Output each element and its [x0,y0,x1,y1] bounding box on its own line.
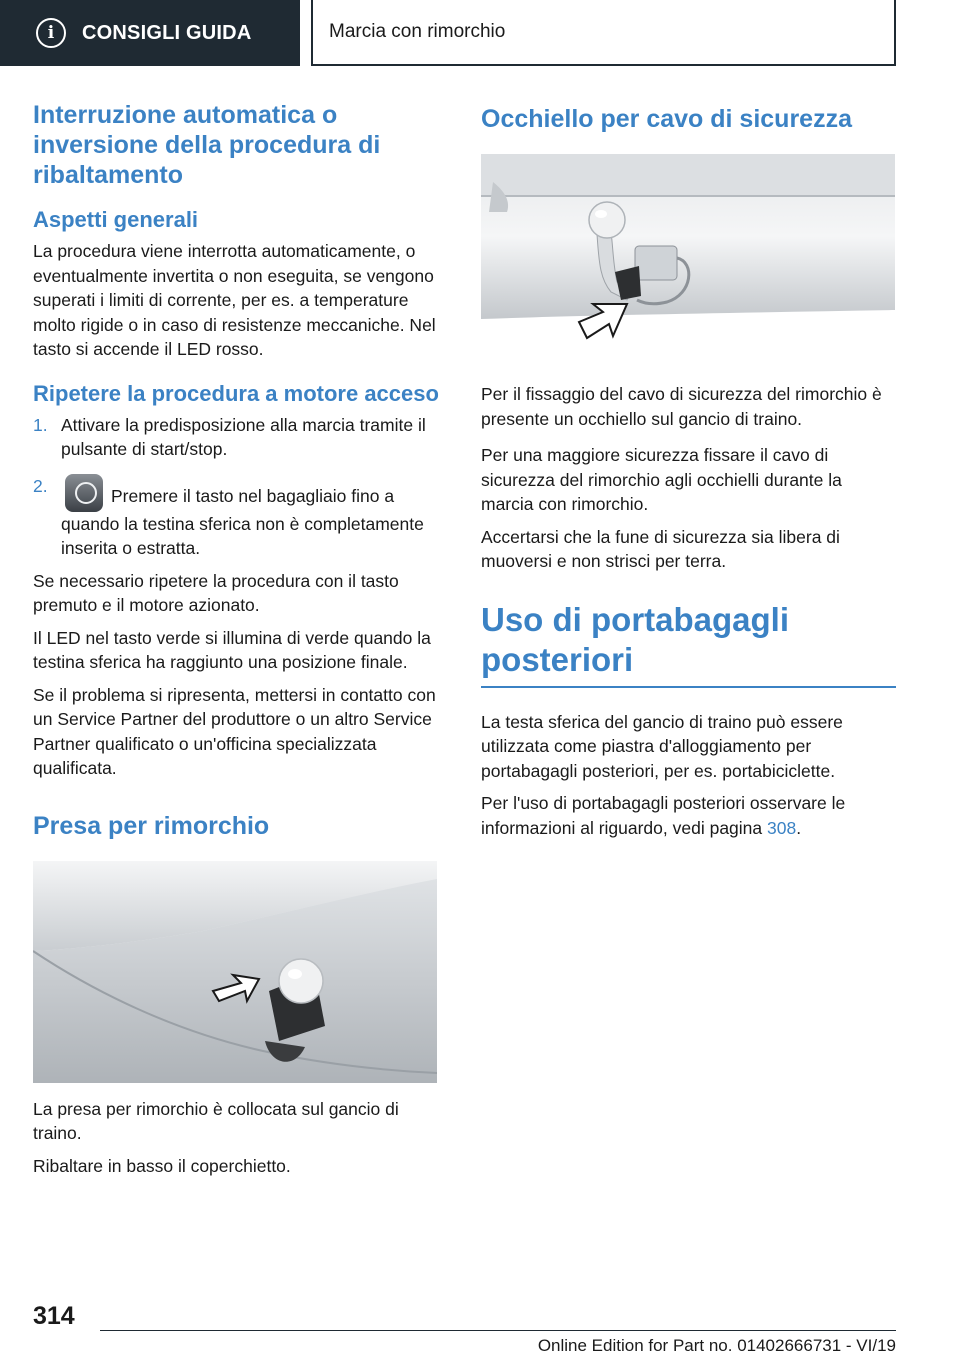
trailer-hitch-button-icon [65,474,103,512]
header-tab-label: CONSIGLI GUIDA [82,21,252,44]
step-item-1 [33,413,447,462]
paragraph-eye-2: Per una maggiore sicurezza fissare il cavo di sicurezza del rimorchio agli occhielli durante la marcia con rimorchio. [481,445,842,514]
carrier-text: Per l'uso di portabagagli posteriori osservare le informazioni al riguardo, vedi pagina [481,793,846,838]
info-icon: i [36,18,66,48]
paragraph-repeat-3: Se il problema si ripresenta, mettersi in contatto con un Service Partner del produttore o un altro Service Partner qualificato o un'officina specializzata qualificata. [33,684,436,778]
page-number: 314 [33,1302,75,1330]
paragraph-carrier-1: La testa sferica del gancio di traino può essere utilizzata come piastra d'alloggiamento per portabagagli posteriori, per es. portabiciclette. [481,711,843,781]
header-section-title: Marcia con rimorchio [329,21,506,42]
paragraph-repeat-1: Se necessario ripetere la procedura con il tasto premuto e il motore azionato. [33,570,399,615]
heading-repeat: Ripetere la procedura a motore acceso [33,380,439,406]
step-text: Attivare la predisposizione alla marcia tramite il pulsante di start/stop. [61,414,426,459]
page-reference-link[interactable]: 308 [767,817,797,838]
step-content [61,474,447,561]
footer-edition: Online Edition for Part no. 01402666731 - VI/19 [537,1336,896,1355]
right-column [481,100,896,840]
carrier-text-end: . [796,817,802,838]
paragraph-general: La procedura viene interrotta automaticamente, o eventualmente invertita o non eseguita, se vengono superati i limiti di corrente, per es. a temperature molto rigide o in caso di resistenze meccaniche. Nel tasto si accende il LED rosso. [33,241,436,359]
step-text: Premere il tasto nel bagagliaio fino a quando la testina sferica non è completamente inserita o estratta. [61,485,424,558]
step-number: 2. [33,475,48,496]
safety-eyelet-illustration [481,154,895,366]
heading-carrier: Uso di portabagagli posteriori [481,600,896,688]
left-column [33,100,447,1178]
heading-interrupt: Interruzione automatica o inversione della procedura di ribaltamento [33,101,381,189]
paragraph-carrier-2 [481,791,896,840]
paragraph-socket-1: La presa per rimorchio è collocata sul gancio di traino. [33,1098,399,1143]
heading-eye: Occhiello per cavo di sicurezza [481,105,852,133]
paragraph-eye-1: Per il fissaggio del cavo di sicurezza del rimorchio è presente un occhiello sul gancio di traino. [481,384,882,429]
trailer-socket-illustration [33,861,437,1083]
header-tab [0,0,300,66]
heading-general: Aspetti generali [33,207,199,232]
step-number: 1. [33,414,48,435]
heading-socket: Presa per rimorchio [33,811,270,840]
paragraph-socket-2: Ribaltare in basso il coperchietto. [33,1155,291,1176]
footer-divider [100,1330,896,1331]
header-section-box [311,0,896,66]
paragraph-eye-3: Accertarsi che la fune di sicurezza sia libera di muoversi e non strisci per terra. [481,526,840,571]
paragraph-repeat-2: Il LED nel tasto verde si illumina di verde quando la testina sferica ha raggiunto una posizione finale. [33,627,431,672]
step-item-2 [33,474,447,561]
